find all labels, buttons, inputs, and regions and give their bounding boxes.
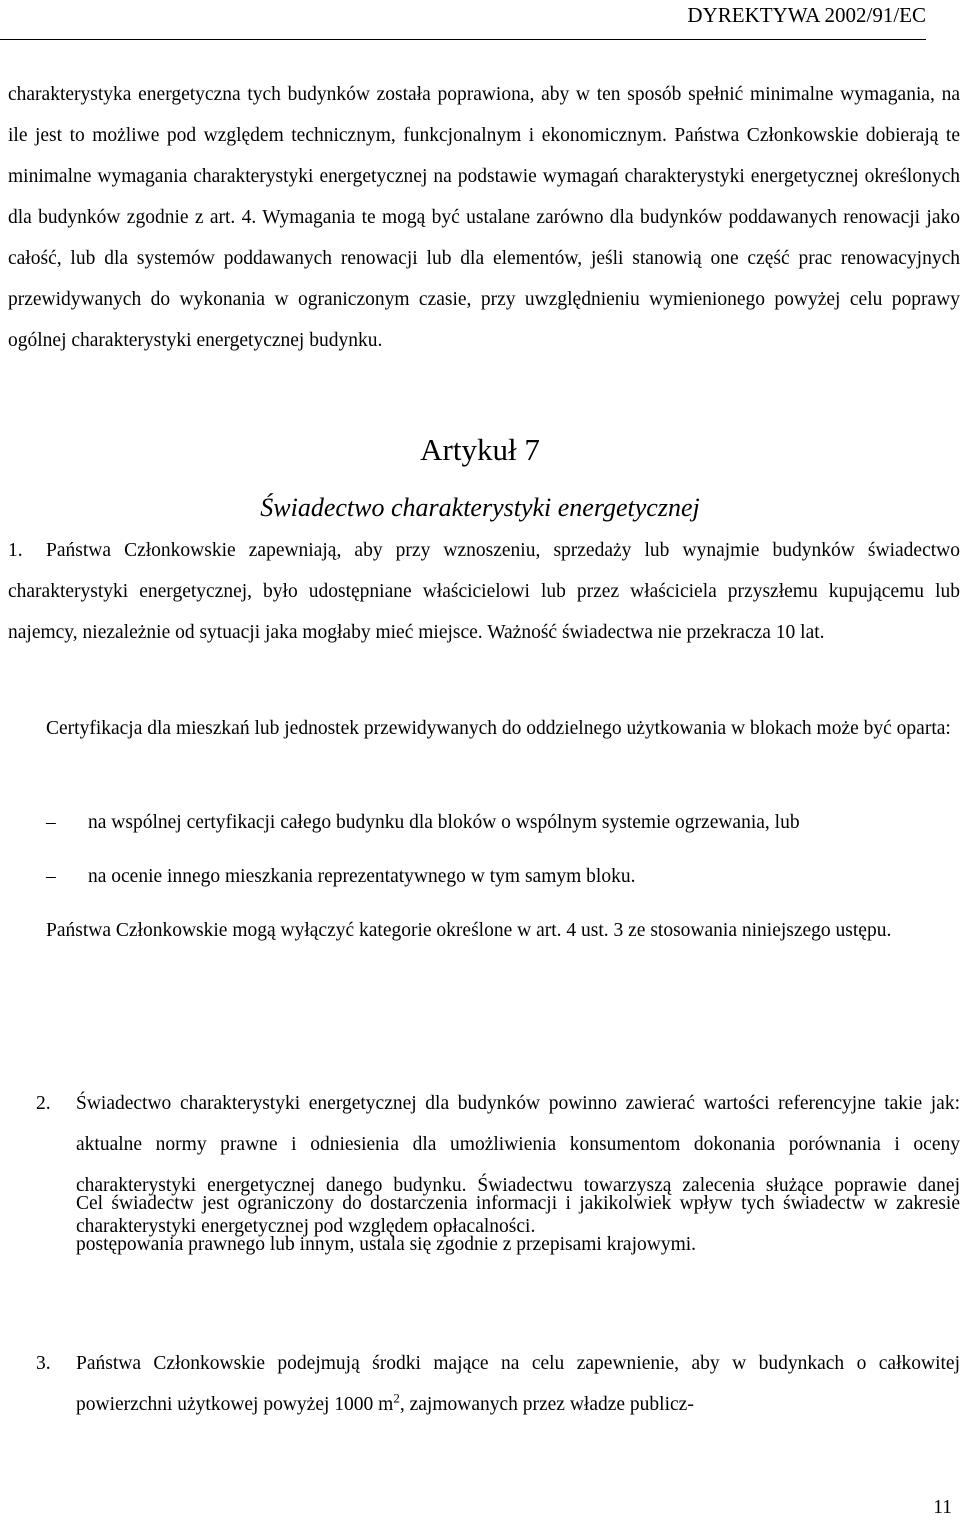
page-number: 11 [933,1497,952,1518]
paragraph-2-number: 2. [36,1093,51,1114]
paragraph-1-number: 1. [8,540,23,561]
paragraph-2-text-2: Cel świadectw jest ograniczony do dostarczenia informacji i jakikolwiek wpływ tych świadectw w zakresie postępowania prawnego lub innym, ustala się zgodnie z przepisami krajowymi. [76,1193,960,1255]
article-subtitle: Świadectwo charakterystyki energetycznej [260,493,700,522]
running-header: DYREKTYWA 2002/91/EC [0,0,926,40]
list-item: – na wspólnej certyfikacji całego budynku dla bloków o wspólnym systemie ogrzewania, lub [46,812,800,833]
paragraph-3-text: Państwa Członkowskie podejmują środki mające na celu zapewnienie, aby w budynkach o całkowitej powierzchni użytkowej powyżej 1000 $m^2$, zajmowanych przez władze publicz- [76,1353,960,1415]
exclusion-paragraph: Państwa Członkowskie mogą wyłączyć kategorie określone w art. 4 ust. 3 ze stosowania niniejszego ustępu. [46,920,892,941]
paragraph-1 [8,530,960,653]
paragraph-2-continuation [36,1183,960,1265]
article-title: Artykuł 7 [420,432,540,467]
paragraph-1-text: Państwa Członkowskie zapewniają, aby przy wznoszeniu, sprzedaży lub wynajmie budynków świadectwo charakterystyki energetycznej, było udostępniane właścicielowi lub przez właściciela przyszłemu kupującemu lub najemcy, niezależnie od sytuacji jaka mogłaby mieć miejsce. Ważność świadectwa nie przekracza 10 lat. [8,540,960,643]
paragraph-3 [36,1343,960,1425]
list-item: – na ocenie innego mieszkania reprezentatywnego w tym samym bloku. [46,866,636,887]
certification-paragraph: Certyfikacja dla mieszkań lub jednostek przewidywanych do oddzielnego użytkowania w blokach może być oparta: [46,718,951,739]
paragraph-3-number: 3. [36,1353,51,1374]
intro-paragraph: charakterystyka energetyczna tych budynków została poprawiona, aby w ten sposób spełnić minimalne wymagania, na ile jest to możliwe pod względem technicznym, funkcjonalnym i ekonomicznym. Państwa Członkowskie dobierają te minimalne wymagania charakterystyki energetycznej na podstawie wymagań charakterystyki energetycznej określonych dla budynków zgodnie z art. 4. Wymagania te mogą być ustalane zarówno dla budynków poddawanych renowacji jako całość, lub dla systemów poddawanych renowacji lub dla elementów, jeśli stanowią one część prac renowacyjnych przewidywanych do wykonania w ograniczonym czasie, przy uwzględnieniu wymienionego powyżej celu poprawy ogólnej charakterystyki energetycznej budynku. [8,84,960,351]
paragraph-2-text: Świadectwo charakterystyki energetycznej dla budynków powinno zawierać wartości referencyjne takie jak: aktualne normy prawne i odniesienia dla umożliwienia konsumentom dokonania porównania i oceny charakterystyki energetycznej danego budynku. Świadectwu towarzyszą zalecenia służące poprawie danej charakterystyki energetycznej pod względem opłacalności. [76,1093,960,1237]
